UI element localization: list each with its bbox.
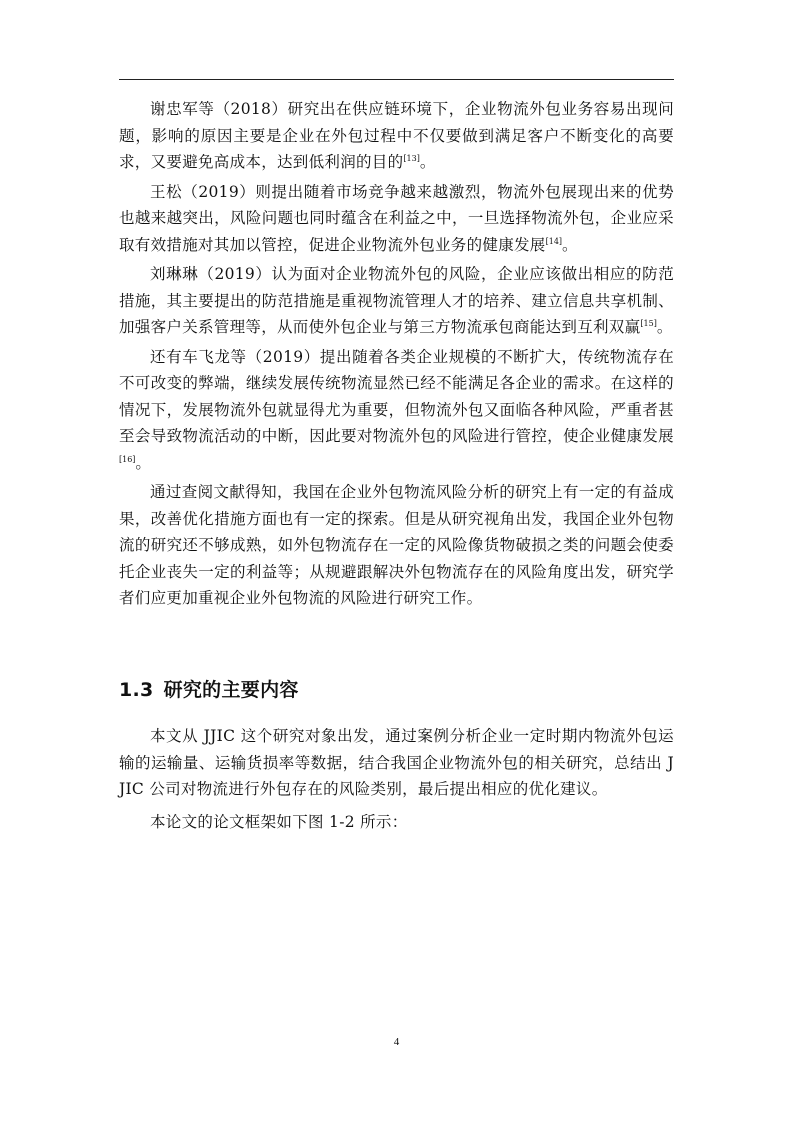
paragraph	[119, 179, 674, 259]
citation-ref: [16]	[119, 454, 136, 464]
paragraph-text: 本文从 JJIC 这个研究对象出发，通过案例分析企业一定时期内物流外包运输的运输量、运输货损率等数据，结合我国企业物流外包的相关研究，总结出 JJIC 公司对物流进行外包存在的风险类别，最后提出相应的优化建议。	[119, 727, 674, 798]
paragraph-text: 刘琳琳（2019）认为面对企业物流外包的风险，企业应该做出相应的防范措施，其主要提出的防范措施是重视物流管理人才的培养、建立信息共享机制、加强客户关系管理等，从而使外包企业与第三方物流承包商能达到互利双赢	[119, 265, 674, 336]
section-number: 1.3	[119, 679, 154, 701]
paragraph	[119, 96, 674, 176]
paragraph-tail: 。	[656, 318, 673, 336]
paragraph	[119, 344, 674, 477]
citation-ref: [13]	[403, 153, 420, 163]
header-rule	[119, 79, 674, 80]
paragraph	[119, 261, 674, 341]
main-content-body	[119, 723, 674, 841]
paragraph-text: 还有车飞龙等（2019）提出随着各类企业规模的不断扩大，传统物流存在不可改变的弊端，继续发展传统物流显然已经不能满足各企业的需求。在这样的情况下，发展物流外包就显得尤为重要，但物流外包又面临各种风险，严重者甚至会导致物流活动的中断，因此要对物流外包的风险进行管控，使企业健康发展	[119, 347, 674, 445]
citation-ref: [15]	[640, 318, 657, 328]
paragraph-text: 谢忠军等（2018）研究出在供应链环境下，企业物流外包业务容易出现问题，影响的原因主要是企业在外包过程中不仅要做到满足客户不断变化的高要求，又要避免高成本，达到低利润的目的	[119, 100, 674, 171]
section-heading	[119, 676, 299, 704]
page-number: 4	[393, 1036, 400, 1048]
paragraph-text: 王松（2019）则提出随着市场竞争越来越激烈，物流外包展现出来的优势也越来越突出，风险问题也同时蕴含在利益之中，一旦选择物流外包，企业应采取有效措施对其加以管控，促进企业物流外包业务的健康发展	[119, 182, 674, 254]
paragraph-tail: 。	[562, 235, 578, 254]
paragraph-text: 通过查阅文献得知，我国在企业外包物流风险分析的研究上有一定的有益成果，改善优化措施方面也有一定的探索。但是从研究视角出发，我国企业外包物流的研究还不够成熟，如外包物流存在一定的风险像货物破损之类的问题会使委托企业丧失一定的利益等；从规避跟解决外包物流存在的风险角度出发，研究学者们应更加重视企业外包物流的风险进行研究工作。	[119, 483, 674, 607]
section-title: 研究的主要内容	[163, 679, 299, 701]
paragraph	[119, 723, 674, 803]
literature-review-body	[119, 96, 674, 615]
paragraph-tail: 。	[419, 153, 436, 171]
paragraph	[119, 809, 674, 836]
citation-ref: [14]	[545, 236, 563, 246]
paragraph-tail: 。	[135, 453, 152, 472]
paragraph	[119, 479, 674, 612]
paragraph-text: 本论文的论文框架如下图 1-2 所示：	[150, 812, 408, 831]
